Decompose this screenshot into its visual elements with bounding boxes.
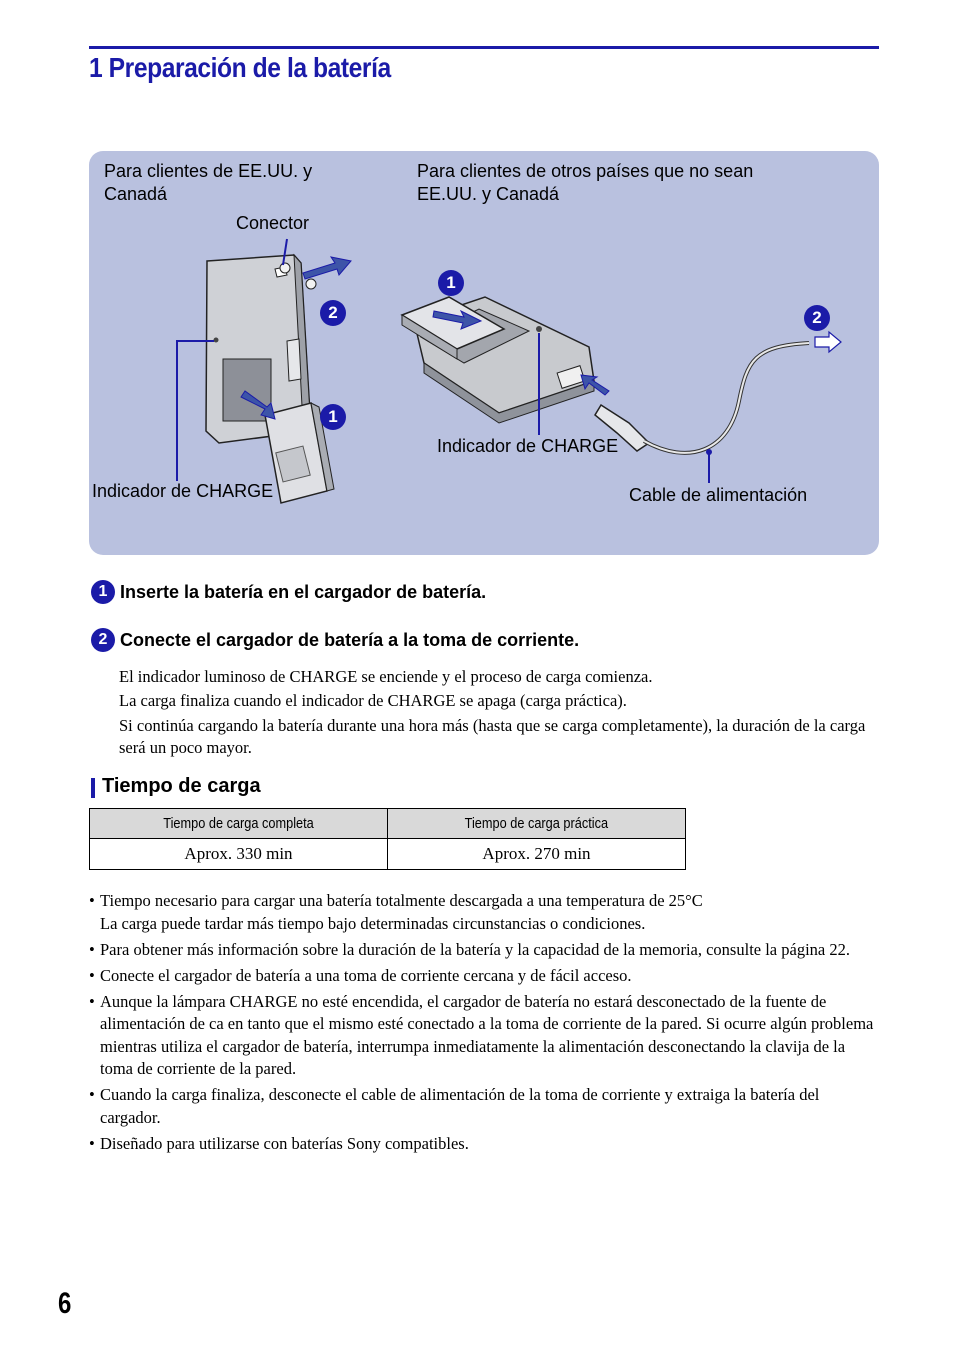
list-item: • Tiempo necesario para cargar una batería totalmente descargada a una temperatura de 25°C La carga puede tardar más tiempo bajo determinadas circunstancias o condiciones.	[89, 891, 703, 933]
page-number: 6	[58, 1287, 72, 1320]
step-2-detail-1: El indicador luminoso de CHARGE se enciende y el proceso de carga comienza.	[119, 667, 653, 686]
caption-other-countries: Para clientes de otros países que no sean EE.UU. y Canadá	[417, 161, 754, 204]
charging-time-heading: Tiempo de carga	[102, 775, 261, 797]
power-cable-label: Cable de alimentación	[629, 485, 808, 505]
charge-indicator-label-right: Indicador de CHARGE	[437, 436, 619, 456]
step-1-text: Inserte la batería en el cargador de batería.	[120, 582, 487, 602]
charger-right-drawing	[402, 297, 594, 423]
list-item: • Para obtener más información sobre la duración de la batería y la capacidad de la memoria, consulte la página 22.	[89, 939, 850, 959]
list-item: • Aunque la lámpara CHARGE no esté encendida, el cargador de batería no estará desconectado de la fuente de alimentación de ca en tanto que el mismo esté conectado a la toma de corriente de la pared. Si ocurre algún problema mientras utiliza el cargador de batería, interrumpa inmediatamente la alimentación desconectando la clavija de la toma de corriente de la pared.	[89, 991, 874, 1078]
list-item: • Conecte el cargador de batería a una toma de corriente cercana y de fácil acceso.	[89, 965, 632, 985]
step-2-badge: 2	[91, 628, 115, 652]
step-2-detail-2: La carga finaliza cuando el indicador de CHARGE se apaga (carga práctica).	[119, 691, 627, 710]
figure-badge-2-left: 2	[320, 300, 346, 326]
figure-badge-1-left: 1	[320, 404, 346, 430]
charge-indicator-label-left: Indicador de CHARGE	[92, 481, 274, 501]
notes-list	[89, 890, 881, 1159]
table-header-cell: Tiempo de carga práctica	[388, 809, 686, 839]
table-header-row	[90, 809, 686, 839]
page-title: 1 Preparación de la batería	[89, 52, 391, 83]
list-item: • Cuando la carga finaliza, desconecte el cable de alimentación de la toma de corriente y extraiga la batería del cargador.	[89, 1085, 820, 1127]
title-rule	[89, 46, 879, 49]
table-cell: Aprox. 270 min	[388, 839, 686, 870]
subhead-marker	[91, 778, 95, 798]
step-2-detail-3: Si continúa cargando la batería durante una hora más (hasta que se carga completamente), la duración de la carga será un poco mayor.	[119, 716, 866, 757]
figure-badge-1-right: 1	[438, 270, 464, 296]
charging-time-table	[89, 808, 686, 870]
caption-us-canada: Para clientes de EE.UU. y Canadá	[104, 161, 313, 204]
figure-badge-2-right: 2	[804, 305, 830, 331]
table-row	[90, 839, 686, 870]
charger-left-drawing	[206, 255, 334, 503]
step-2-text: Conecte el cargador de batería a la toma de corriente.	[120, 630, 580, 650]
charger-illustration	[89, 151, 879, 555]
table-cell: Aprox. 330 min	[90, 839, 388, 870]
list-item: • Diseñado para utilizarse con baterías Sony compatibles.	[89, 1133, 469, 1153]
connector-label: Conector	[236, 213, 310, 233]
table-header-cell: Tiempo de carga completa	[90, 809, 388, 839]
step-1-badge: 1	[91, 580, 115, 604]
